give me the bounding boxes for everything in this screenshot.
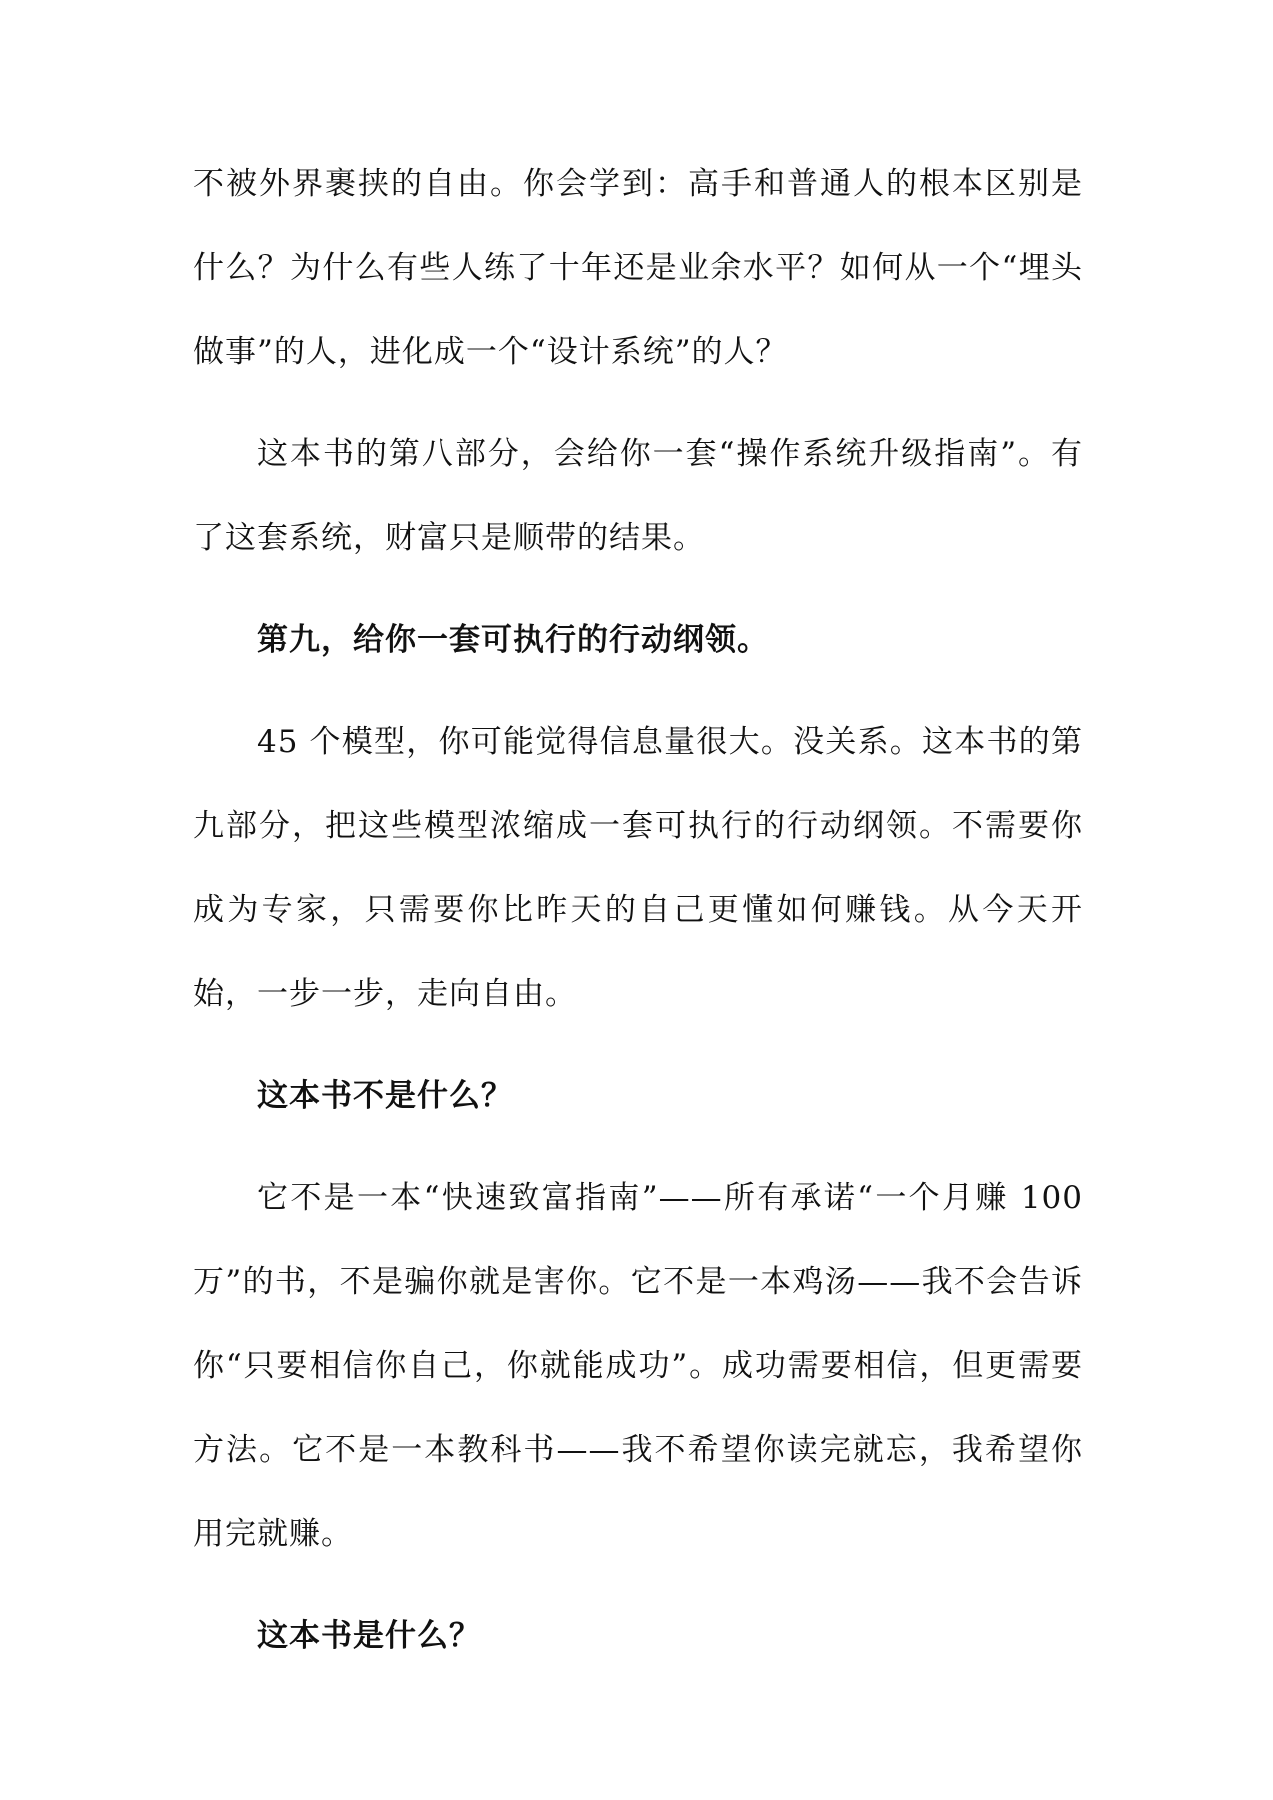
paragraph-what-this-book-is-not: 它不是一本“快速致富指南”——所有承诺“一个月赚 100 万”的书，不是骗你就是害你。它不是一本鸡汤——我不会告诉你“只要相信你自己，你就能成功”。成功需要相信，但更需要方法。它不是一本教科书——我不希望你读完就忘，我希望你用完就赚。 xyxy=(193,1180,1083,1552)
paragraph-continuation: 不被外界裹挟的自由。你会学到：高手和普通人的根本区别是什么？为什么有些人练了十年还是业余水平？如何从一个“埋头做事”的人，进化成一个“设计系统”的人？ xyxy=(193,166,1083,370)
paragraph-part-nine: 45 个模型，你可能觉得信息量很大。没关系。这本书的第九部分，把这些模型浓缩成一套可执行的行动纲领。不需要你成为专家，只需要你比昨天的自己更懂如何赚钱。从今天开始，一步一步，走向自由。 xyxy=(193,724,1083,1012)
heading-what-this-book-is-not: 这本书不是什么？ xyxy=(257,1078,513,1114)
heading-what-this-book-is: 这本书是什么？ xyxy=(257,1618,481,1654)
document-body xyxy=(193,166,1083,1696)
paragraph-part-eight: 这本书的第八部分，会给你一套“操作系统升级指南”。有了这套系统，财富只是顺带的结果。 xyxy=(193,436,1083,556)
heading-part-nine: 第九，给你一套可执行的行动纲领。 xyxy=(257,622,769,658)
